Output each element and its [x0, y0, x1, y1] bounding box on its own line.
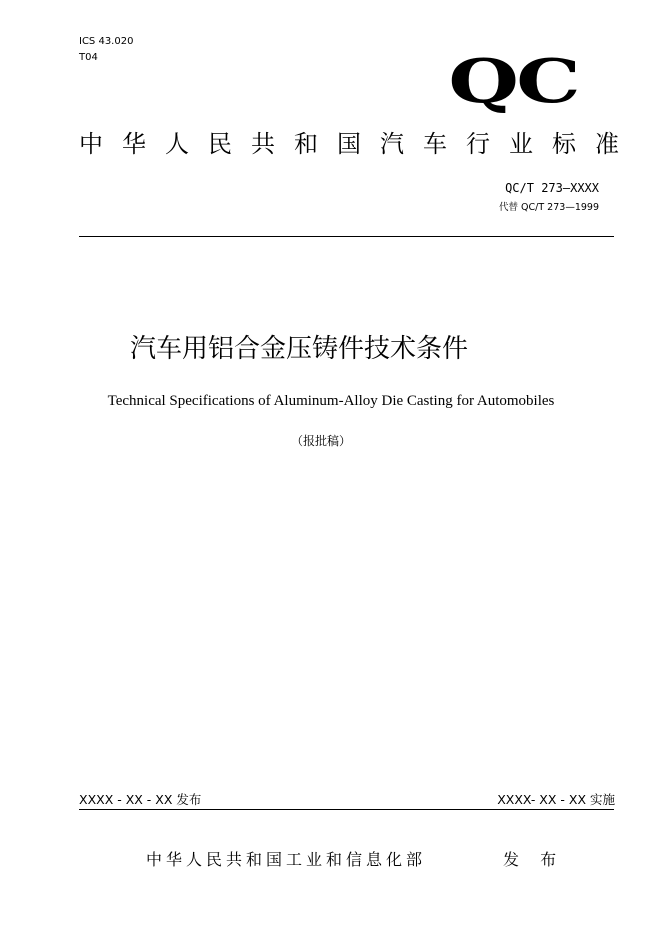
category-code: T04 [79, 52, 98, 63]
classification-block [79, 34, 133, 66]
industry-char: 中 [79, 130, 103, 158]
industry-char: 和 [294, 130, 318, 158]
publish-date: XXXX - XX - XX 发布 [79, 792, 202, 807]
industry-standard-title [79, 128, 619, 160]
draft-status: （报批稿） [290, 434, 351, 448]
industry-char: 准 [595, 130, 619, 158]
industry-char: 国 [337, 130, 361, 158]
industry-char: 业 [509, 130, 533, 158]
industry-char: 汽 [380, 130, 404, 158]
title-chinese: 汽车用铝合金压铸件技术条件 [130, 334, 469, 364]
footer-divider [79, 809, 614, 810]
issuing-authority: 中华人民共和国工业和信息化部 [146, 850, 427, 869]
title-english: Technical Specifications of Aluminum-Alloy Die Casting for Automobiles [107, 393, 555, 409]
ics-code: ICS 43.020 [79, 36, 134, 47]
implement-date: XXXX- XX - XX 实施 [497, 792, 615, 807]
industry-char: 华 [122, 130, 146, 158]
standard-number: QC/T 273—XXXX [505, 181, 599, 195]
header-divider [79, 236, 614, 237]
industry-char: 车 [423, 130, 447, 158]
industry-char: 民 [208, 130, 232, 158]
replaces-standard: 代替 QC/T 273—1999 [499, 202, 599, 213]
issue-label: 发 布 [503, 850, 565, 869]
industry-char: 行 [466, 130, 490, 158]
industry-char: 人 [165, 130, 189, 158]
industry-char: 共 [251, 130, 275, 158]
industry-char: 标 [552, 130, 576, 158]
qc-logo: QC [448, 47, 578, 117]
